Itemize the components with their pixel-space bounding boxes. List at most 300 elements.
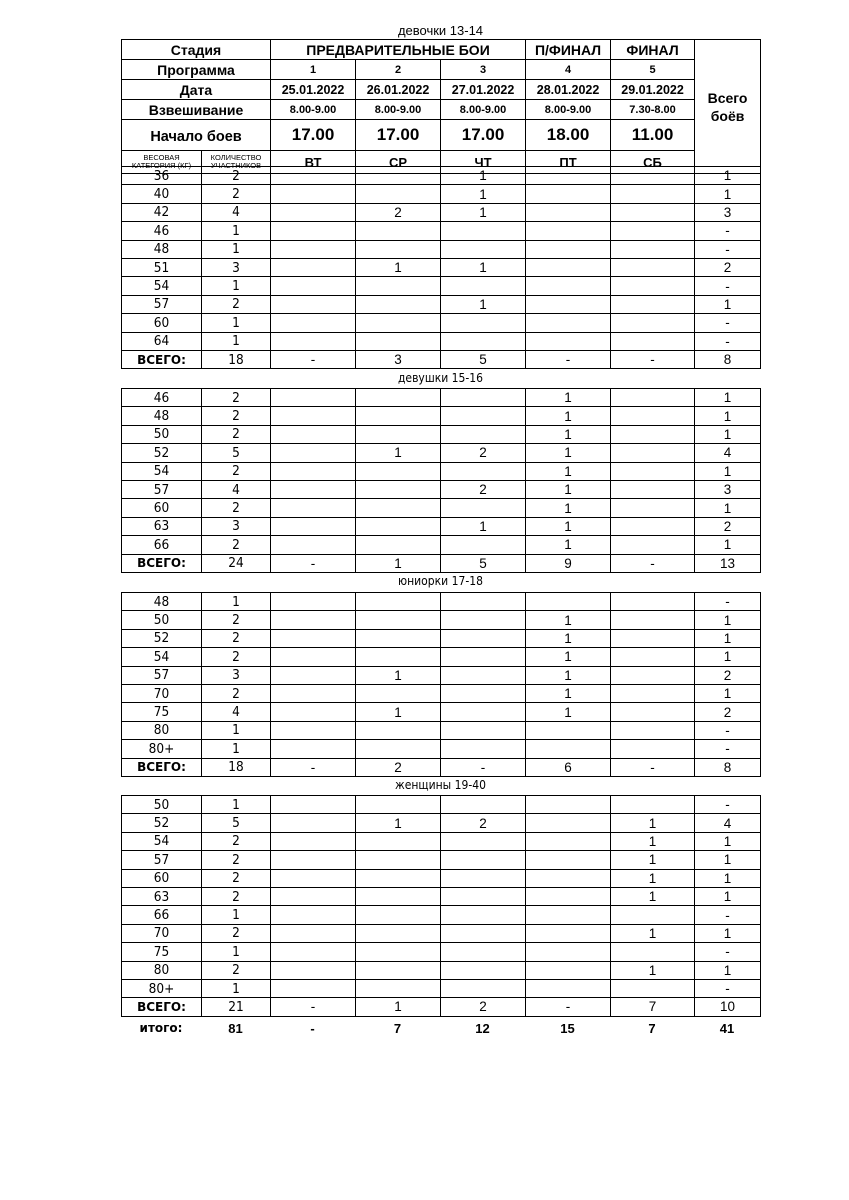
group-total-cell: - [441, 758, 526, 776]
fight-count: 2 [441, 814, 526, 832]
participant-count: 2 [202, 462, 271, 480]
table-row [122, 332, 761, 350]
weight-category: 57 [122, 295, 202, 313]
table-row [122, 648, 761, 666]
table-row [122, 887, 761, 905]
group-total-cell: 2 [356, 758, 441, 776]
participant-count: 1 [202, 332, 271, 350]
fight-count: 1 [441, 295, 526, 313]
group-total-cell: 6 [526, 758, 611, 776]
fight-count [271, 648, 356, 666]
fight-count [356, 462, 441, 480]
group-total-cell: 2 [441, 998, 526, 1016]
weight-category: 54 [122, 277, 202, 295]
fight-count [356, 832, 441, 850]
weight-category: 63 [122, 887, 202, 905]
start-time: 18.00 [526, 120, 611, 151]
fight-count [611, 611, 695, 629]
group-total-row [122, 758, 761, 776]
group-title: девушки 15-16 [397, 371, 484, 385]
fight-count [271, 185, 356, 203]
group-total-label: ВСЕГО: [122, 998, 202, 1016]
date-cell: 28.01.2022 [526, 80, 611, 100]
participant-count: 2 [202, 167, 271, 185]
total-fights: 1 [695, 832, 761, 850]
stage-semifinal: П/ФИНАЛ [526, 40, 611, 60]
participant-count: 3 [202, 517, 271, 535]
table-row [122, 906, 761, 924]
fight-count [271, 611, 356, 629]
fight-count: 1 [356, 258, 441, 276]
fight-count [356, 684, 441, 702]
fight-count [271, 480, 356, 498]
group-table [121, 166, 761, 369]
fight-count [356, 240, 441, 258]
total-fights: 1 [695, 684, 761, 702]
fight-count [271, 167, 356, 185]
weigh-in-time: 7.30-8.00 [611, 100, 695, 120]
total-fights: 1 [695, 462, 761, 480]
table-row [122, 185, 761, 203]
weight-category: 50 [122, 611, 202, 629]
fight-count: 1 [611, 832, 695, 850]
fight-count: 1 [526, 407, 611, 425]
total-fights: - [695, 593, 761, 611]
fight-count: 2 [441, 444, 526, 462]
fight-count [441, 611, 526, 629]
group-total-cell: - [526, 998, 611, 1016]
table-row [122, 961, 761, 979]
weight-category: 46 [122, 389, 202, 407]
group-total-cell: 8 [695, 350, 761, 368]
fight-count [611, 444, 695, 462]
group-total-cell: - [271, 554, 356, 572]
total-fights: 1 [695, 185, 761, 203]
grand-total-cell: 7 [393, 1020, 402, 1036]
fight-count: 1 [356, 666, 441, 684]
fight-count: 1 [611, 887, 695, 905]
day-of-week: ЧТ [441, 151, 526, 174]
group-total-row [122, 554, 761, 572]
weight-category: 60 [122, 499, 202, 517]
group-total-cell: - [271, 998, 356, 1016]
fight-count [271, 961, 356, 979]
fight-count [611, 684, 695, 702]
weigh-in-time: 8.00-9.00 [356, 100, 441, 120]
total-fights: - [695, 979, 761, 997]
fight-count [526, 851, 611, 869]
group-total-row [122, 998, 761, 1016]
table-row [122, 851, 761, 869]
table-row [122, 666, 761, 684]
fight-count [356, 611, 441, 629]
stage-prelim: ПРЕДВАРИТЕЛЬНЫЕ БОИ [271, 40, 526, 60]
fight-count [526, 332, 611, 350]
participant-count: 1 [202, 314, 271, 332]
total-fights: 1 [695, 425, 761, 443]
grand-total-cell: 41 [719, 1020, 735, 1036]
fight-count: 1 [526, 536, 611, 554]
fight-count [441, 703, 526, 721]
participant-count: 2 [202, 295, 271, 313]
table-row [122, 167, 761, 185]
total-fights: 1 [695, 924, 761, 942]
fight-count [526, 721, 611, 739]
participant-count: 4 [202, 480, 271, 498]
table-row [122, 814, 761, 832]
group-total-label: ВСЕГО: [122, 554, 202, 572]
fight-count [611, 536, 695, 554]
fight-count [526, 832, 611, 850]
weight-category: 75 [122, 943, 202, 961]
fight-count [271, 499, 356, 517]
start-label: Начало боев [122, 120, 271, 151]
group-total-cell: 18 [202, 758, 271, 776]
weight-category: 57 [122, 851, 202, 869]
total-fights: 1 [695, 869, 761, 887]
participant-count: 2 [202, 869, 271, 887]
fight-count [441, 740, 526, 758]
participant-count: 2 [202, 961, 271, 979]
fight-count [526, 185, 611, 203]
fight-count [526, 869, 611, 887]
weight-category: 52 [122, 814, 202, 832]
fight-count [356, 796, 441, 814]
weigh-in-time: 8.00-9.00 [271, 100, 356, 120]
program-num: 4 [526, 60, 611, 80]
fight-count [356, 869, 441, 887]
fight-count [441, 332, 526, 350]
fight-count: 1 [441, 258, 526, 276]
table-row [122, 389, 761, 407]
fight-count: 1 [441, 203, 526, 221]
total-fights: 4 [695, 814, 761, 832]
fight-count [611, 666, 695, 684]
fight-count [271, 517, 356, 535]
stage-final: ФИНАЛ [611, 40, 695, 60]
fight-count [356, 593, 441, 611]
day-of-week: ПТ [526, 151, 611, 174]
fight-count [611, 499, 695, 517]
table-row [122, 314, 761, 332]
fight-count: 1 [526, 389, 611, 407]
fight-count [526, 314, 611, 332]
fight-count: 1 [611, 961, 695, 979]
fight-count: 1 [611, 851, 695, 869]
fight-count [611, 979, 695, 997]
fight-count [356, 480, 441, 498]
total-fights-header: Всего боёв [695, 40, 761, 174]
group-total-cell: - [526, 350, 611, 368]
fight-count [441, 869, 526, 887]
total-fights: 1 [695, 851, 761, 869]
group-total-cell: - [611, 758, 695, 776]
group-total-cell: 3 [356, 350, 441, 368]
fight-count [356, 295, 441, 313]
fight-count [441, 943, 526, 961]
group-title: юниорки 17-18 [398, 574, 483, 588]
fight-count [526, 943, 611, 961]
fight-count: 1 [526, 444, 611, 462]
schedule-header [121, 39, 761, 174]
grand-total-cell: 12 [475, 1020, 490, 1036]
fight-count [271, 721, 356, 739]
fight-count [271, 887, 356, 905]
grand-total-row [121, 1019, 760, 1037]
group-total-cell: 9 [526, 554, 611, 572]
fight-count [271, 295, 356, 313]
grand-total-cell: 15 [560, 1020, 575, 1036]
group-total-cell: - [271, 758, 356, 776]
fight-count [356, 332, 441, 350]
fight-count [611, 389, 695, 407]
weigh-in-time: 8.00-9.00 [526, 100, 611, 120]
fight-count [611, 222, 695, 240]
fight-count [441, 277, 526, 295]
total-fights: 2 [695, 666, 761, 684]
fight-count [611, 796, 695, 814]
day-of-week: СБ [611, 151, 695, 174]
weight-category: 36 [122, 167, 202, 185]
date-cell: 26.01.2022 [356, 80, 441, 100]
weight-category: 66 [122, 906, 202, 924]
fight-count: 1 [526, 480, 611, 498]
fight-count [441, 499, 526, 517]
fight-count [611, 721, 695, 739]
weight-category: 54 [122, 832, 202, 850]
fight-count [356, 167, 441, 185]
participant-count: 1 [202, 593, 271, 611]
fight-count [611, 480, 695, 498]
fight-count: 1 [526, 684, 611, 702]
table-row [122, 593, 761, 611]
fight-count [526, 222, 611, 240]
fight-count [271, 203, 356, 221]
table-row [122, 517, 761, 535]
fight-count [526, 796, 611, 814]
fight-count [441, 832, 526, 850]
participant-count: 4 [202, 203, 271, 221]
fight-count [356, 887, 441, 905]
fight-count [441, 240, 526, 258]
grand-total-cell: 7 [648, 1020, 656, 1036]
group-total-cell: - [611, 554, 695, 572]
total-fights: - [695, 943, 761, 961]
program-num: 5 [611, 60, 695, 80]
participant-count: 2 [202, 887, 271, 905]
fight-count: 1 [356, 814, 441, 832]
grand-total-cell: - [310, 1020, 315, 1036]
participant-count: 1 [202, 906, 271, 924]
fight-count [526, 906, 611, 924]
fight-count [441, 924, 526, 942]
start-time: 11.00 [611, 120, 695, 151]
weight-category: 66 [122, 536, 202, 554]
participant-count: 1 [202, 796, 271, 814]
total-fights: 1 [695, 536, 761, 554]
fight-count [356, 721, 441, 739]
fight-count [356, 961, 441, 979]
table-row [122, 611, 761, 629]
fight-count [441, 796, 526, 814]
day-of-week: ВТ [271, 151, 356, 174]
group-title: девочки 13-14 [397, 23, 484, 38]
total-fights: - [695, 721, 761, 739]
weight-category: 80 [122, 961, 202, 979]
fight-count [611, 629, 695, 647]
weight-category: 52 [122, 444, 202, 462]
fight-count [526, 203, 611, 221]
fight-count [441, 462, 526, 480]
participant-count: 1 [202, 277, 271, 295]
fight-count [526, 258, 611, 276]
total-fights: - [695, 240, 761, 258]
fight-count [526, 740, 611, 758]
weight-category: 70 [122, 924, 202, 942]
fight-count [441, 906, 526, 924]
participant-count: 3 [202, 258, 271, 276]
total-fights: - [695, 332, 761, 350]
fight-count [356, 740, 441, 758]
participant-count: 1 [202, 979, 271, 997]
group-total-cell: 1 [356, 554, 441, 572]
fight-count [271, 425, 356, 443]
weight-category: 42 [122, 203, 202, 221]
participant-count: 3 [202, 666, 271, 684]
fight-count [526, 961, 611, 979]
fight-count [271, 796, 356, 814]
participant-count: 2 [202, 924, 271, 942]
fight-count [441, 629, 526, 647]
participant-count: 2 [202, 389, 271, 407]
total-fights: 2 [695, 517, 761, 535]
fight-count [611, 167, 695, 185]
participant-count: 2 [202, 684, 271, 702]
table-row [122, 499, 761, 517]
fight-count [526, 167, 611, 185]
participant-count: 2 [202, 499, 271, 517]
fight-count [611, 648, 695, 666]
weight-category: 54 [122, 648, 202, 666]
group-total-cell: 7 [611, 998, 695, 1016]
participant-count: 2 [202, 185, 271, 203]
fight-count [611, 203, 695, 221]
weight-category: 75 [122, 703, 202, 721]
fight-count: 2 [441, 480, 526, 498]
total-fights: 1 [695, 407, 761, 425]
participant-count: 2 [202, 832, 271, 850]
weigh-in-label: Взвешивание [122, 100, 271, 120]
fight-count: 1 [611, 869, 695, 887]
group-total-cell: 5 [441, 554, 526, 572]
total-fights: 2 [695, 703, 761, 721]
fight-count [441, 851, 526, 869]
fight-count [611, 906, 695, 924]
fight-count [611, 258, 695, 276]
fight-count [356, 425, 441, 443]
fight-count [611, 740, 695, 758]
weight-category: 70 [122, 684, 202, 702]
weight-category: 64 [122, 332, 202, 350]
table-row [122, 295, 761, 313]
fight-count [271, 629, 356, 647]
weight-category-header: ВЕСОВАЯ КАТЕГОРИЯ (КГ) [122, 151, 202, 174]
fight-count [611, 185, 695, 203]
group-table [121, 592, 761, 777]
total-fights: 1 [695, 961, 761, 979]
table-row [122, 203, 761, 221]
table-row [122, 462, 761, 480]
total-fights: 1 [695, 629, 761, 647]
fight-count: 1 [526, 703, 611, 721]
weight-category: 51 [122, 258, 202, 276]
date-cell: 25.01.2022 [271, 80, 356, 100]
table-row [122, 684, 761, 702]
fight-count [356, 277, 441, 295]
total-fights: 4 [695, 444, 761, 462]
fight-count [356, 924, 441, 942]
fight-count [441, 389, 526, 407]
start-time: 17.00 [271, 120, 356, 151]
weight-category: 50 [122, 796, 202, 814]
table-row [122, 703, 761, 721]
fight-count [356, 222, 441, 240]
start-time: 17.00 [356, 120, 441, 151]
fight-count [271, 332, 356, 350]
fight-count [356, 851, 441, 869]
fight-count [356, 906, 441, 924]
fight-count [611, 943, 695, 961]
fight-count [271, 407, 356, 425]
weight-category: 40 [122, 185, 202, 203]
table-row [122, 240, 761, 258]
day-of-week: СР [356, 151, 441, 174]
fight-count: 1 [441, 185, 526, 203]
weight-category: 50 [122, 425, 202, 443]
fight-count [271, 906, 356, 924]
group-title: женщины 19-40 [395, 778, 486, 792]
group-total-cell: 18 [202, 350, 271, 368]
fight-count [526, 593, 611, 611]
participant-count: 1 [202, 943, 271, 961]
fight-count [271, 536, 356, 554]
weight-category: 60 [122, 314, 202, 332]
fight-count [356, 407, 441, 425]
grand-total-cell: 81 [228, 1020, 243, 1036]
fight-count [441, 222, 526, 240]
participant-count: 1 [202, 740, 271, 758]
total-fights: 2 [695, 258, 761, 276]
total-fights: - [695, 277, 761, 295]
weight-category: 63 [122, 517, 202, 535]
fight-count: 1 [526, 499, 611, 517]
fight-count [526, 814, 611, 832]
fight-count [611, 277, 695, 295]
fight-count [441, 666, 526, 684]
total-fights: 3 [695, 203, 761, 221]
group-total-label: ВСЕГО: [122, 350, 202, 368]
fight-count [441, 425, 526, 443]
weight-category: 48 [122, 240, 202, 258]
weight-category: 57 [122, 666, 202, 684]
participant-count: 2 [202, 611, 271, 629]
program-label: Программа [122, 60, 271, 80]
weight-category: 46 [122, 222, 202, 240]
fight-count [526, 924, 611, 942]
fight-count [441, 979, 526, 997]
fight-count [271, 684, 356, 702]
fight-count [611, 593, 695, 611]
